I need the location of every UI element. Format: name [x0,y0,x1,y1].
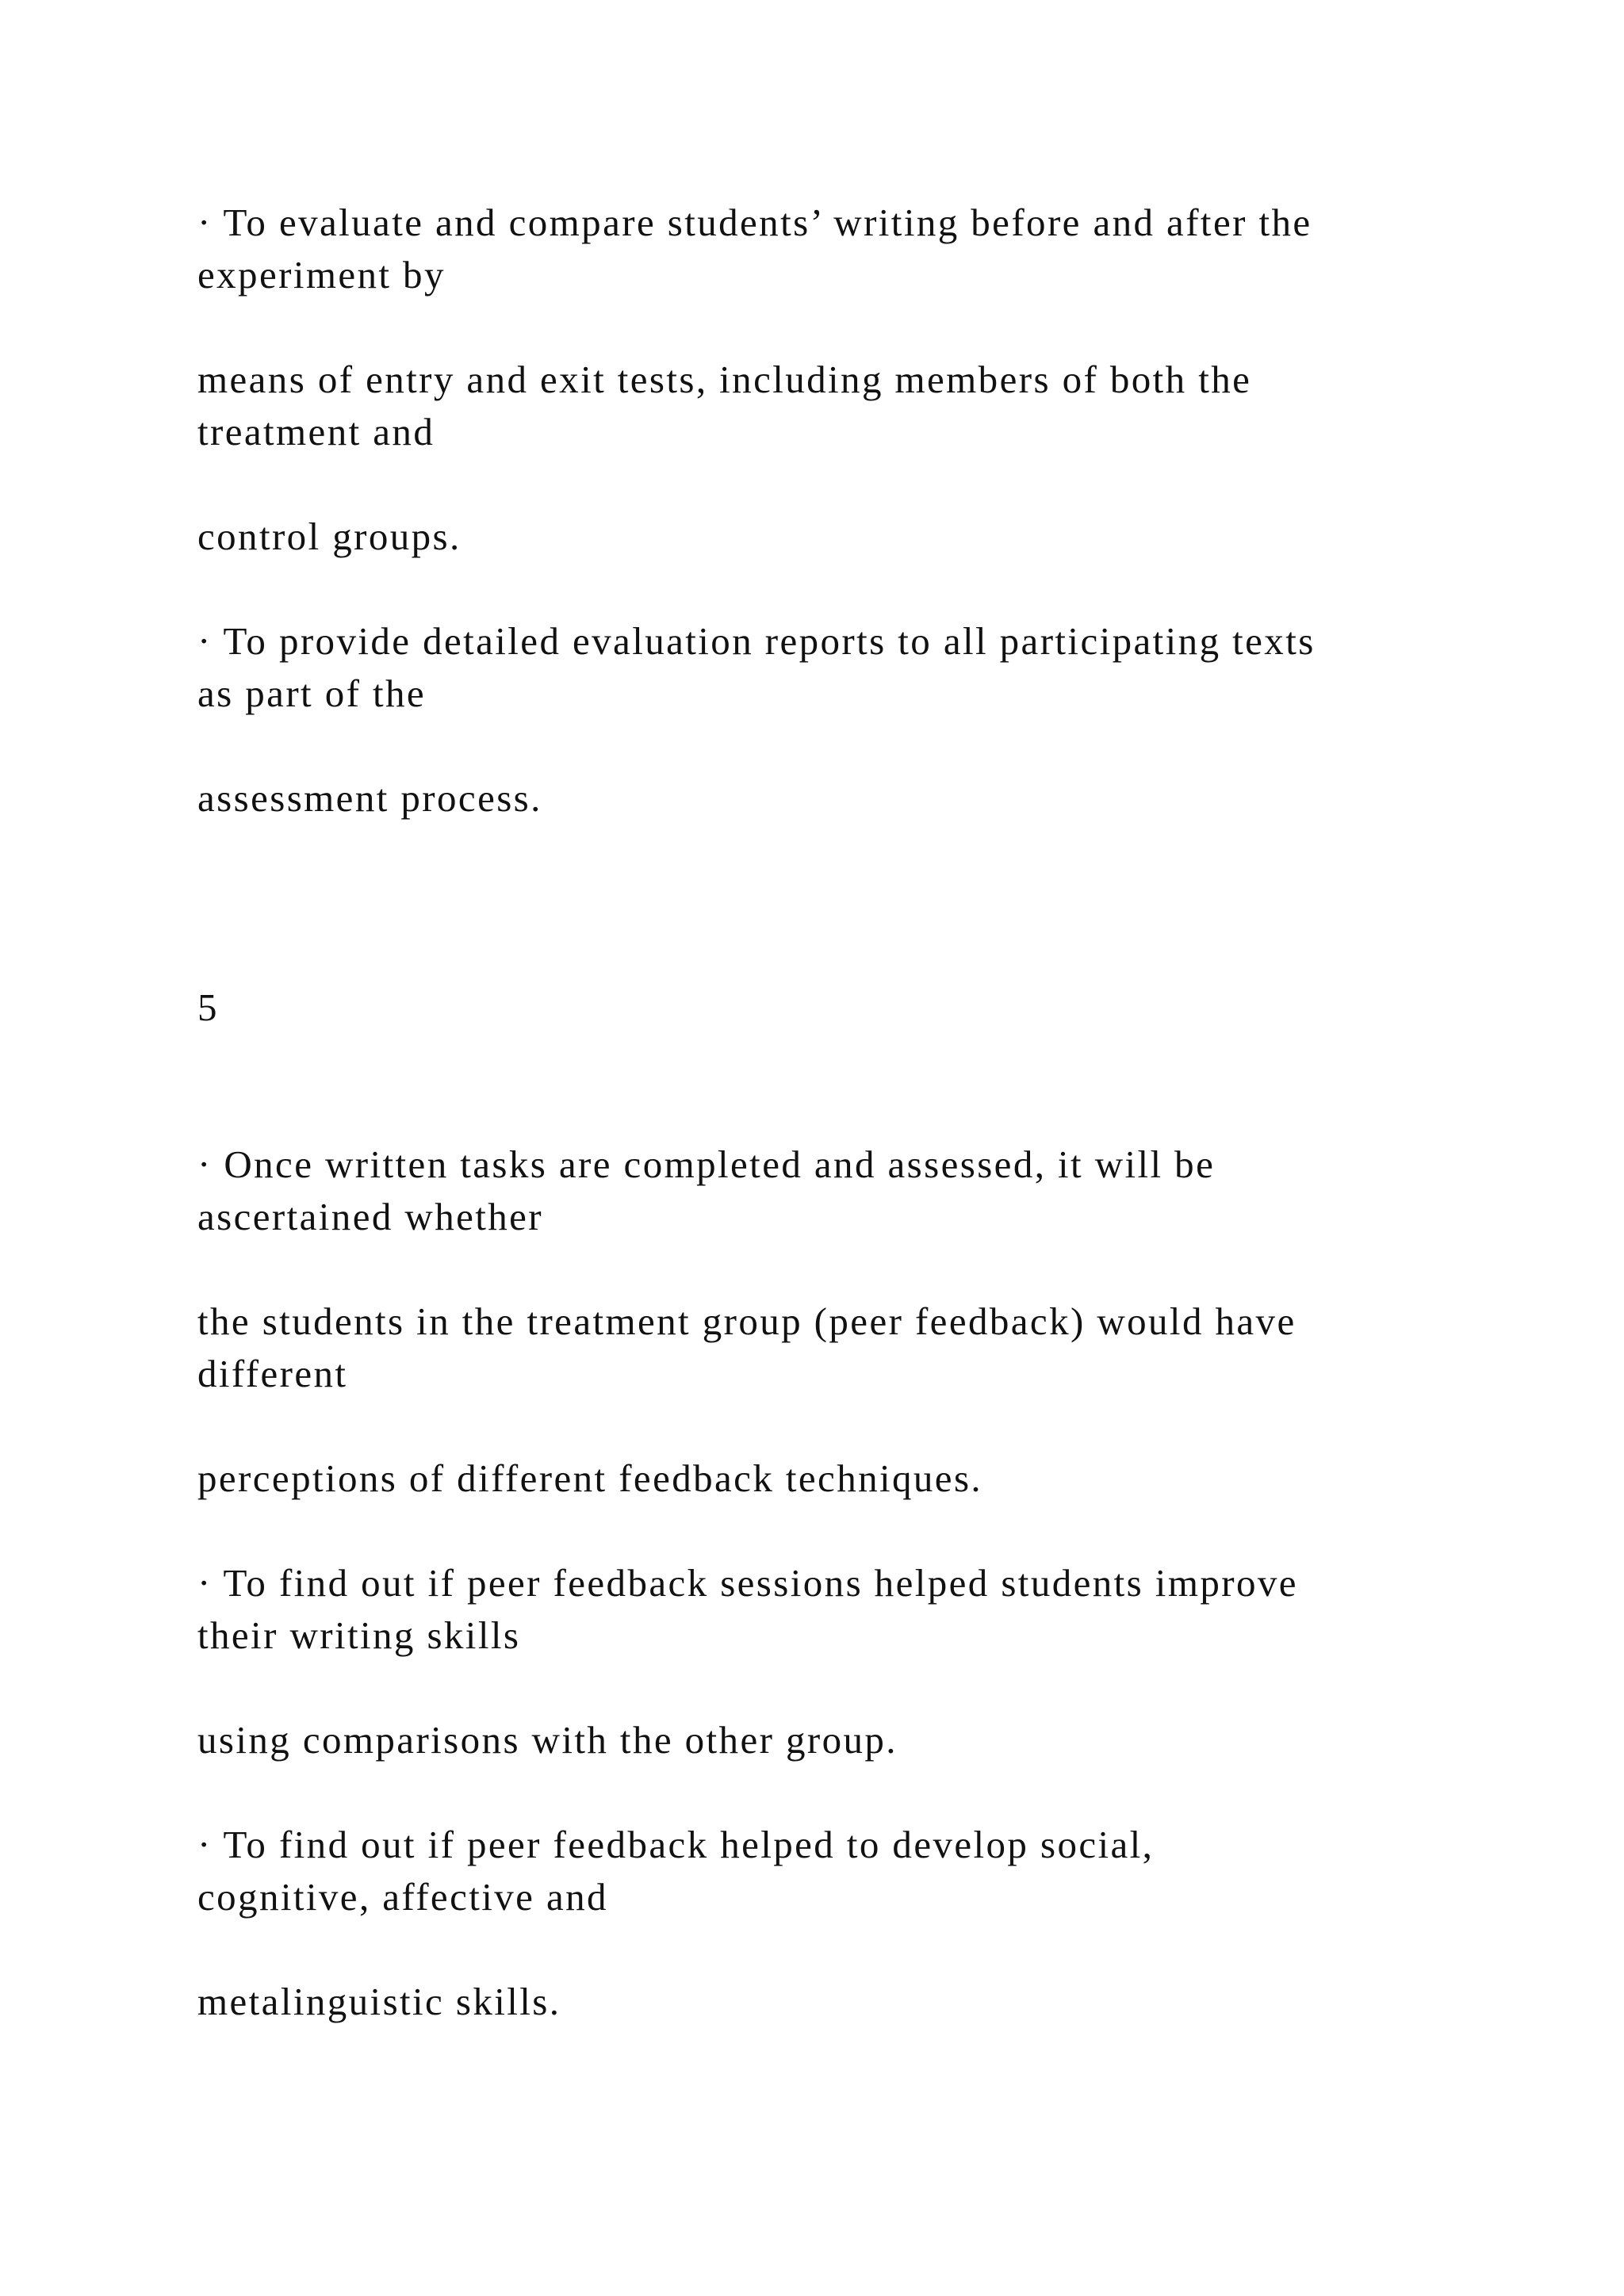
text-line: · To evaluate and compare students’ writing before and after the [197,201,1312,244]
text-line: as part of the [197,672,427,715]
text-line: assessment process. [197,776,542,820]
text-line: using comparisons with the other group. [197,1718,898,1762]
paragraph-treatment-group [197,1295,1514,1400]
objective-peer-feedback-sessions [197,1557,1514,1662]
text-line: the students in the treatment group (peer feedback) would have [197,1299,1297,1343]
objective-evaluate-compare [197,197,1514,301]
text-line: perceptions of different feedback techniques. [197,1456,983,1500]
text-line: · To provide detailed evaluation reports to all participating texts [197,619,1316,663]
text-line: control groups. [197,515,462,558]
text-line: means of entry and exit tests, including members of both the [197,358,1252,401]
objective-evaluation-reports [197,615,1514,720]
text-line: · Once written tasks are completed and assessed, it will be [197,1142,1216,1186]
text-line: 5 [197,985,219,1029]
text-line: experiment by [197,253,446,297]
objective-written-tasks [197,1138,1514,1243]
paragraph-perceptions [197,1452,1514,1505]
paragraph-control-groups [197,511,1514,563]
paragraph-assessment-process [197,772,1514,825]
paragraph-comparisons [197,1714,1514,1766]
text-line: their writing skills [197,1613,521,1657]
paragraph-metalinguistic-skills [197,1976,1514,2028]
text-line: metalinguistic skills. [197,1980,561,2023]
objective-social-cognitive-skills [197,1819,1514,1923]
text-line: different [197,1352,348,1395]
paragraph-entry-exit-tests [197,354,1514,458]
text-line: · To find out if peer feedback helped to develop social, [197,1823,1155,1866]
text-line: treatment and [197,410,435,453]
text-line: ascertained whether [197,1195,544,1238]
page-number [197,982,1514,1034]
text-line: cognitive, affective and [197,1875,608,1919]
text-line: · To find out if peer feedback sessions helped students improve [197,1561,1298,1605]
